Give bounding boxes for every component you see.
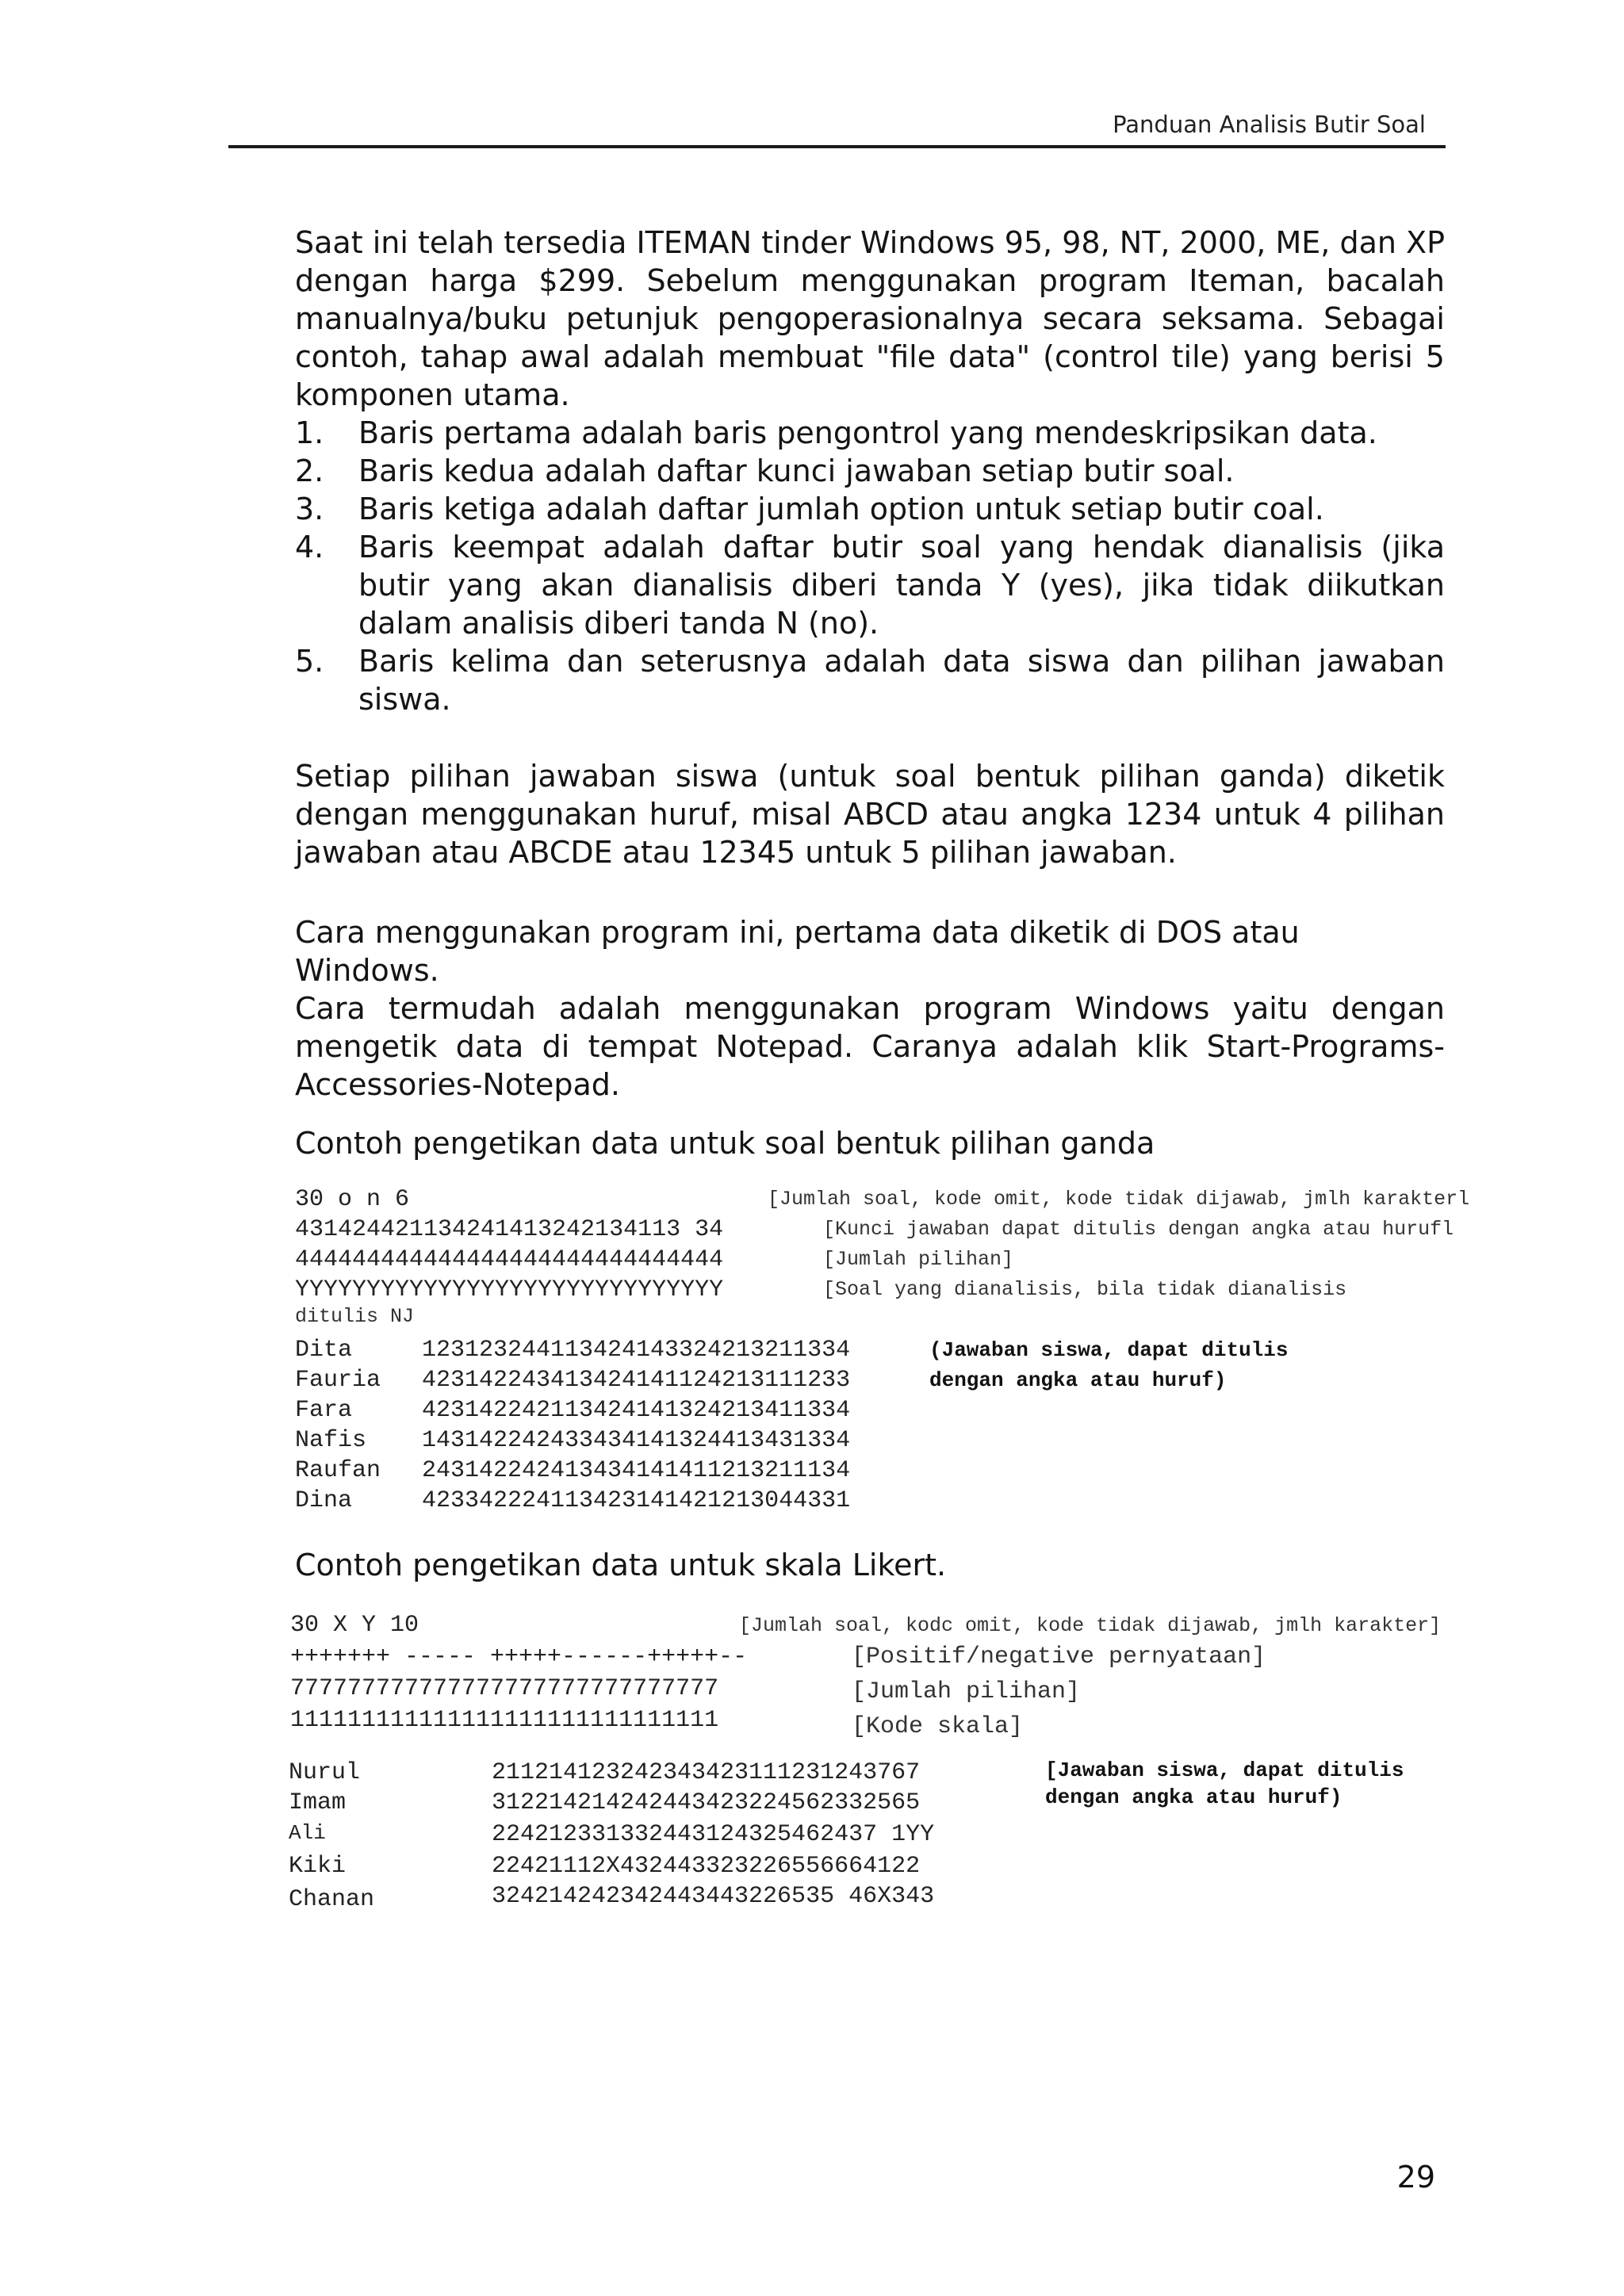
likert-answers-note-cont: dengan angka atau huruf) — [1045, 1785, 1342, 1809]
likert-student-answers: 22421112X432443323226556664122 — [492, 1853, 921, 1880]
howto-first-line: Cara menggunakan program ini, pertama data diketik di DOS atau Windows. — [295, 915, 1300, 988]
likert-options-line: 777777777777777777777777777777 — [290, 1675, 719, 1702]
options-paragraph: Setiap pilihan jawaban siswa (untuk soal bentuk pilihan ganda) diketik dengan menggunakan huruf, misal ABCD atau angka 1234 untuk 4 pilihan jawaban atau ABCDE atau 12345 untuk 5 pilihan jawaban. — [295, 759, 1445, 870]
student-answers: 423342224113423141421213044331 — [422, 1487, 851, 1514]
student-name: Nafis — [295, 1427, 367, 1454]
list-text: Baris kedua adalah daftar kunci jawaban setiap butir soal. — [358, 453, 1235, 488]
student-answers: 243142242413434141411213211134 — [422, 1457, 851, 1484]
intro-paragraph: Saat ini telah tersedia ITEMAN tinder Windows 95, 98, NT, 2000, ME, dan XP dengan harga $299. Sebelum menggunakan program Iteman, bacalah manualnya/buku petunjuk pengoperasionalnya secara seksama. Sebagai contoh, tahap awal adalah membuat "file data" (control tile) yang berisi 5 komponen utama. — [295, 225, 1445, 412]
control-note: [Jumlah soal, kode omit, kode tidak dijawab, jmlh karakterl — [768, 1188, 1470, 1211]
answer-key-line: 431424421134241413242134113 34 — [295, 1216, 724, 1243]
list-number: 2. — [295, 453, 324, 488]
steps-list — [295, 414, 1445, 718]
list-number: 5. — [295, 644, 324, 679]
included-items-note-cont: ditulis NJ — [295, 1305, 415, 1328]
list-item — [295, 414, 1445, 452]
list-number: 1. — [295, 415, 324, 450]
howto-paragraph: Cara termudah adalah menggunakan program Windows yaitu dengan mengetik data di tempat Notepad. Caranya adalah klik Start-Programs-Accessories-Notepad. — [295, 991, 1445, 1102]
likert-student-answers: 324214242342443443226535 46X343 — [492, 1883, 935, 1910]
list-item — [295, 452, 1445, 490]
student-answers-note: (Jawaban siswa, dapat ditulis — [929, 1338, 1289, 1362]
multiple-choice-heading: Contoh pengetikan data untuk soal bentuk pilihan ganda — [295, 1126, 1155, 1161]
likert-student-answers: 211214123242343423111231243767 — [492, 1759, 921, 1786]
page-number: 29 — [1396, 2160, 1435, 2195]
list-item — [295, 528, 1445, 642]
intro-block — [295, 224, 1445, 718]
control-line: 30 o n 6 — [295, 1186, 410, 1213]
howto-paragraph-block — [295, 913, 1445, 1104]
likert-student-name: Kiki — [289, 1853, 347, 1880]
list-item — [295, 642, 1445, 718]
student-name: Dina — [295, 1487, 353, 1514]
options-count-line: 444444444444444444444444444444 — [295, 1246, 724, 1273]
student-name: Fara — [295, 1397, 353, 1424]
likert-student-name: Imam — [289, 1789, 347, 1816]
likert-codes-note: [Kode skala] — [852, 1713, 1024, 1740]
list-text: Baris pertama adalah baris pengontrol yang mendeskripsikan data. — [358, 415, 1377, 450]
likert-codes-line: 111111111111111111111111111111 — [290, 1707, 719, 1734]
included-items-note: [Soal yang dianalisis, bila tidak dianalisis — [823, 1278, 1347, 1301]
student-answers-note-cont: dengan angka atau huruf) — [929, 1368, 1227, 1392]
student-name: Fauria — [295, 1367, 381, 1394]
likert-answers-note: [Jawaban siswa, dapat ditulis — [1045, 1758, 1404, 1782]
running-header: Panduan Analisis Butir Soal — [1113, 111, 1426, 138]
student-name: Dita — [295, 1337, 353, 1364]
likert-signs-line: +++++++ ----- +++++------+++++-- — [290, 1644, 748, 1670]
list-item — [295, 490, 1445, 528]
student-answers: 423142242113424141324213411334 — [422, 1397, 851, 1424]
list-text: Baris kelima dan seterusnya adalah data siswa dan pilihan jawaban siswa. — [358, 644, 1445, 717]
likert-student-name: Chanan — [289, 1886, 375, 1913]
likert-student-name: Ali — [289, 1821, 326, 1845]
likert-signs-note: [Positif/negative pernyataan] — [852, 1644, 1266, 1670]
included-items-line: YYYYYYYYYYYYYYYYYYYYYYYYYYYYYY — [295, 1276, 724, 1303]
likert-student-answers: 312214214242443423224562332565 — [492, 1789, 921, 1816]
list-number: 3. — [295, 492, 324, 526]
likert-heading: Contoh pengetikan data untuk skala Likert. — [295, 1548, 947, 1582]
likert-options-note: [Jumlah pilihan] — [852, 1678, 1081, 1705]
student-answers: 143142242433434141324413431334 — [422, 1427, 851, 1454]
list-number: 4. — [295, 530, 324, 564]
options-paragraph-block — [295, 757, 1445, 871]
options-count-note: [Jumlah pilihan] — [823, 1248, 1014, 1271]
likert-control-note: [Jumlah soal, kodc omit, kode tidak dijawab, jmlh karakter] — [739, 1614, 1442, 1637]
likert-student-answers: 224212331332443124325462437 1YY — [492, 1821, 935, 1848]
list-text: Baris keempat adalah daftar butir soal yang hendak dianalisis (jika butir yang akan dianalisis diberi tanda Y (yes), jika tidak diikutkan dalam analisis diberi tanda N (no). — [358, 530, 1445, 641]
student-answers: 423142243413424141124213111233 — [422, 1367, 851, 1394]
list-text: Baris ketiga adalah daftar jumlah option untuk setiap butir coal. — [358, 492, 1324, 526]
student-answers: 123123244113424143324213211334 — [422, 1337, 851, 1364]
header-rule — [228, 145, 1446, 148]
likert-student-name: Nurul — [289, 1759, 361, 1786]
student-name: Raufan — [295, 1457, 381, 1484]
likert-control-line: 30 X Y 10 — [290, 1612, 419, 1639]
answer-key-note: [Kunci jawaban dapat ditulis dengan angka atau hurufl — [823, 1218, 1454, 1241]
